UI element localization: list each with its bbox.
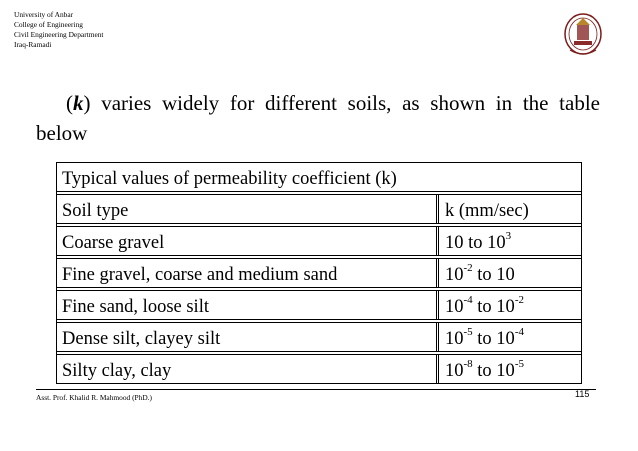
page-number: 115 bbox=[575, 389, 590, 399]
header-location: Iraq-Ramadi bbox=[14, 40, 52, 49]
k-value-cell: $10^{-4}$ to $10^{-2}$ bbox=[436, 291, 524, 319]
table-row bbox=[57, 323, 581, 355]
permeability-symbol: k bbox=[73, 91, 84, 115]
permeability-table bbox=[56, 162, 582, 384]
header-college: College of Engineering bbox=[14, 20, 83, 29]
table-row bbox=[57, 259, 581, 291]
table-title-row bbox=[57, 163, 581, 195]
footer-author: Asst. Prof. Khalid R. Mahmood (PhD.) bbox=[36, 393, 152, 402]
header-soil-type: Soil type bbox=[62, 201, 129, 221]
soil-type-cell: Coarse gravel bbox=[62, 233, 165, 253]
k-value-cell: $10^{-8}$ to $10^{-5}$ bbox=[436, 355, 524, 383]
soil-type-cell: Fine gravel, coarse and medium sand bbox=[62, 265, 338, 285]
table-row bbox=[57, 355, 581, 383]
k-value-cell: $10^{-5}$ to $10^{-4}$ bbox=[436, 323, 524, 351]
header-k-value: k (mm/sec) bbox=[436, 195, 529, 223]
k-value-cell: $10^{-2}$ to 10 bbox=[436, 259, 515, 287]
soil-type-cell: Dense silt, clayey silt bbox=[62, 329, 221, 349]
institution-header bbox=[14, 10, 104, 50]
k-value-cell: 10 to $10^3$ bbox=[436, 227, 511, 255]
university-logo-icon bbox=[562, 12, 604, 58]
table-title: Typical values of permeability coefficient (k) bbox=[62, 169, 397, 189]
intro-paragraph: (k) varies widely for different soils, as shown in the table below bbox=[36, 91, 600, 145]
intro-text: varies widely for different soils, as shown in the table below bbox=[36, 91, 600, 145]
footer-divider bbox=[36, 389, 596, 390]
soil-type-cell: Silty clay, clay bbox=[62, 361, 172, 381]
table-row bbox=[57, 227, 581, 259]
table-header-row bbox=[57, 195, 581, 227]
soil-type-cell: Fine sand, loose silt bbox=[62, 297, 209, 317]
header-department: Civil Engineering Department bbox=[14, 30, 104, 39]
header-university: University of Anbar bbox=[14, 10, 74, 19]
table-row bbox=[57, 291, 581, 323]
